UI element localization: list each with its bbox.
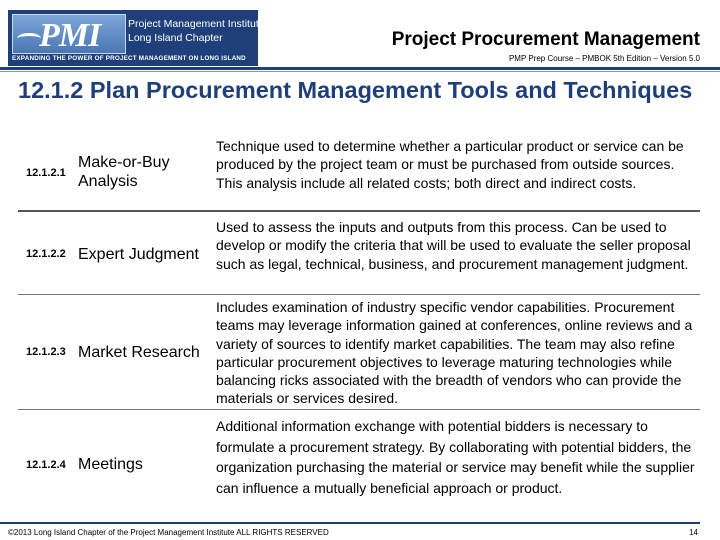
page-number: 14	[689, 528, 698, 537]
tool-row	[18, 414, 700, 520]
tool-name: Meetings	[78, 456, 143, 473]
row-divider	[18, 210, 700, 212]
tool-number: 12.1.2.1	[26, 167, 66, 179]
row-divider	[18, 409, 700, 410]
tool-description: Technique used to determine whether a particular product or service can be produced by the project team or must be purchased from outside sources. This analysis include all related costs; both direct and indirect costs.	[216, 138, 684, 191]
course-title: Project Procurement Management	[391, 29, 700, 50]
tool-name: Expert Judgment	[78, 246, 199, 263]
tool-number: 12.1.2.4	[26, 459, 66, 471]
tool-description: Includes examination of industry specific vendor capabilities. Procurement teams may leverage information gained at conferences, online reviews and a variety of sources to identify market capabilities. The team may also refine particular procurement objectives to leverage maturing technologies while balancing ricks associated with the breadth of vendors who can provide the materials or services desired.	[216, 299, 693, 407]
pmi-logo	[8, 10, 265, 66]
tool-description: Used to assess the inputs and outputs from this process. Can be used to develop or modify the criteria that will be used to evaluate the seller proposal such as legal, technical, business, and procurement management judgment.	[216, 219, 691, 272]
tool-row	[18, 298, 700, 412]
logo-tagline: EXPANDING THE POWER OF PROJECT MANAGEMENT ON LONG ISLAND	[12, 55, 246, 62]
tool-name: Market Research	[78, 344, 200, 361]
tool-row	[18, 136, 700, 212]
tool-row	[18, 216, 700, 296]
header-divider	[0, 67, 720, 70]
logo-chapter-name: Long Island Chapter	[128, 32, 223, 44]
tool-description: Additional information exchange with potential bidders is necessary to formulate a procurement strategy. By collaborating with potential bidders, the organization purchasing the material or service may benefit while the supplier can influence a mutually beneficial approach or product.	[216, 418, 695, 496]
logo-initials: PMI	[39, 17, 101, 54]
row-divider	[18, 294, 700, 295]
tool-number: 12.1.2.2	[26, 248, 66, 260]
swoosh-icon	[17, 33, 41, 44]
tool-number: 12.1.2.3	[26, 346, 66, 358]
copyright-notice: ©2013 Long Island Chapter of the Project Management Institute ALL RIGHTS RESERVED	[8, 528, 329, 537]
course-subtitle: PMP Prep Course – PMBOK 5th Edition – Version 5.0	[508, 54, 700, 63]
tool-name: Make-or-Buy Analysis	[78, 154, 170, 190]
header-divider-thin	[0, 71, 720, 72]
logo-org-name: Project Management Institute	[128, 18, 265, 30]
slide-title: 12.1.2 Plan Procurement Management Tools and Techniques	[18, 77, 693, 103]
footer-divider	[0, 522, 700, 524]
pmi-logo-mark	[12, 14, 126, 54]
